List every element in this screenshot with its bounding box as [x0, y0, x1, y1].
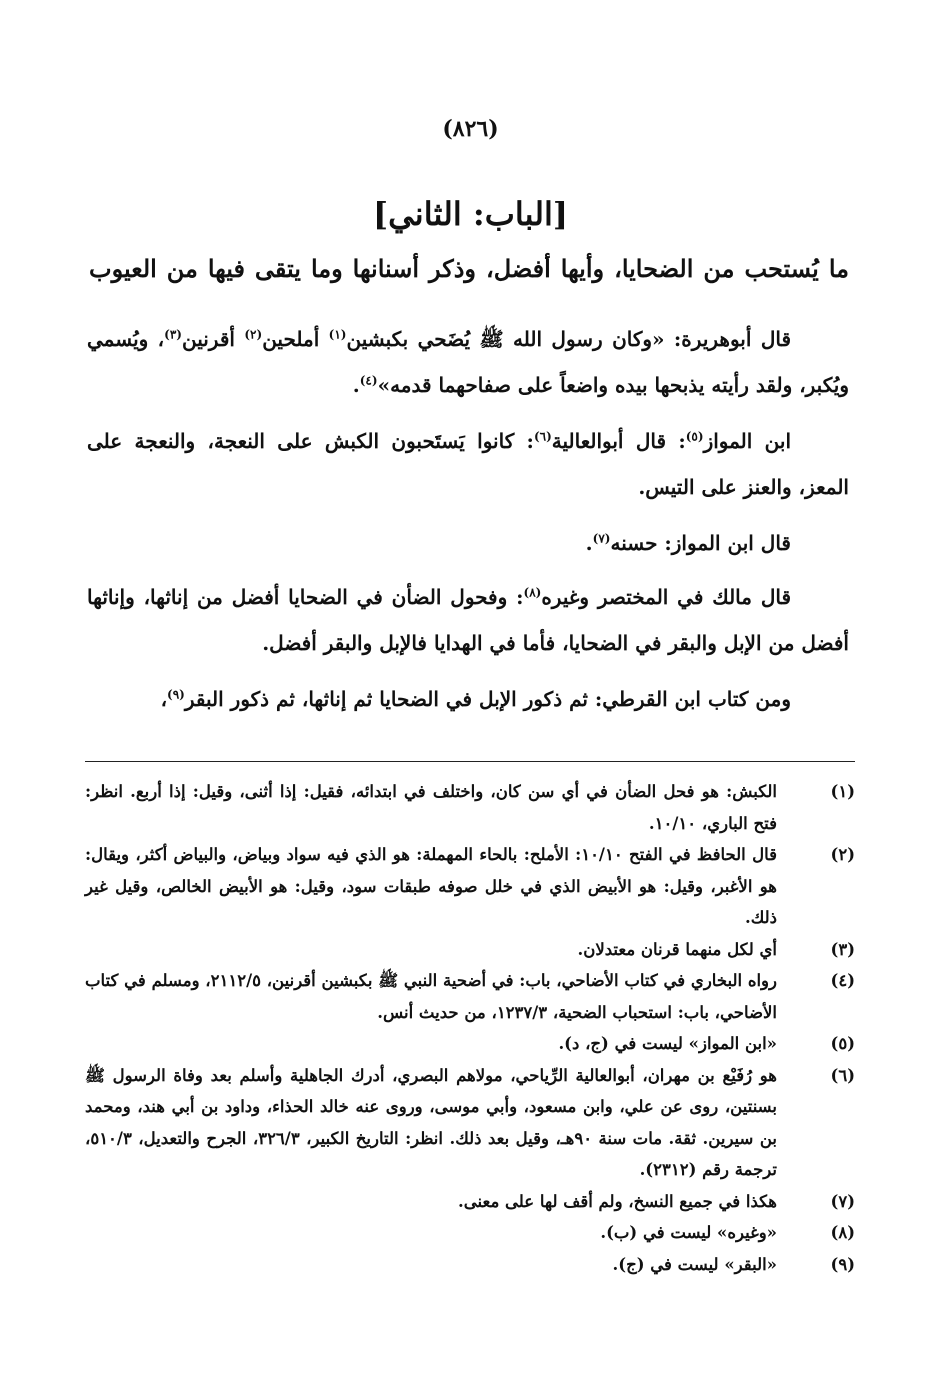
chapter-title: [الباب: الثاني]: [372, 195, 569, 233]
footnote-9: [85, 1249, 857, 1281]
footnote-number: (٩): [830, 1254, 855, 1274]
footnote-4: [85, 965, 857, 1028]
paragraph-text: ، ويُسمي ويُكبر، ولقد رأيته يذبحها بيده واضعاً على صفاحهما قدمه»: [87, 327, 849, 397]
paragraph-text: قال مالك في المختصر وغيره: [541, 585, 792, 609]
footnote-2: [85, 839, 857, 934]
paragraph-hasanahu: [87, 520, 849, 566]
footnote-text: قال الحافظ في الفتح ١٠/١٠: الأملح: بالحاء المهملة: هو الذي فيه سواد وبياض، والبياض أكثر، ويقال: هو الأغبر، وقيل: هو الأبيض الذي في خلل صوفه طبقات سود، وقيل: هو الأبيض الخالص، وقيل غير ذلك.: [85, 845, 777, 927]
footnote-ref-4: (٤): [359, 373, 378, 388]
paragraph-text: ومن كتاب ابن القرطي: ثم ذكور الإبل في الضحايا ثم إناثها، ثم ذكور البقر: [184, 687, 791, 711]
footnote-1: [85, 776, 857, 839]
footnote-ref-6: (٦): [533, 429, 552, 444]
footnote-separator: [85, 761, 855, 762]
paragraph-abu-hurayra: [87, 316, 849, 408]
paragraph-text: أملحين: [262, 327, 329, 351]
footnote-ref-7: (٧): [592, 531, 611, 546]
footnote-ref-9: (٩): [167, 687, 185, 702]
paragraph-ibn-al-mawaz: [87, 418, 849, 510]
footnote-number: (٥): [830, 1034, 855, 1053]
paragraph-text: : قال أبوالعالية: [551, 429, 686, 453]
paragraph-text: أقرنين: [181, 327, 245, 351]
paragraph-ibn-al-qurti: [87, 676, 849, 722]
footnote-text: «ابن المواز» ليست في (ج، د).: [558, 1034, 777, 1053]
chapter-subtitle: ما يُستحب من الضحايا، وأيها أفضل، وذكر أسنانها وما يتقى فيها من العيوب: [89, 254, 849, 283]
footnote-text: أي لكل منهما قرنان معتدلان.: [577, 939, 777, 959]
paragraph-text: : كانوا يَستَحبون الكبش على النعجة، والنعجة على المعز، والعنز على التيس.: [87, 429, 849, 499]
footnote-number: (٧): [830, 1191, 855, 1211]
footnote-number: (٤): [830, 971, 855, 990]
footnote-text: الكبش: هو فحل الضأن في أي سن كان، واختلف في ابتدائه، فقيل: إذا أثنى، وقيل: إذا أربع. انظر: فتح الباري، ١٠/١٠.: [85, 782, 777, 833]
paragraph-text: .: [352, 373, 360, 397]
footnote-8: [85, 1217, 857, 1249]
footnote-ref-8: (٨): [523, 585, 542, 600]
footnote-text: هو رُفَيْع بن مهران، أبوالعالية الرِّياحي، مولاهم البصري، أدرك الجاهلية وأسلم بعد وفاة الرسول ﷺ بسنتين، روى عن علي، وابن مسعود، وأبي موسى، وروى عنه خالد الحذاء، وداود بن أبي هند، ومحمد بن سيرين. ثقة. مات سنة ٩٠هـ، وقيل بعد ذلك. انظر: التاريخ الكبير، ٣٢٦/٣، الجرح والتعديل، ٥١٠/٣، ترجمة رقم (٢٣١٢).: [85, 1065, 777, 1179]
footnote-number: (٦): [830, 1065, 855, 1085]
footnote-5: [85, 1028, 857, 1060]
footnote-7: [85, 1186, 857, 1218]
footnote-6: [85, 1060, 857, 1186]
footnote-ref-2: (٢): [244, 327, 263, 342]
footnote-ref-1: (١): [328, 327, 347, 342]
footnote-ref-5: (٥): [685, 429, 704, 444]
paragraph-text: قال ابن المواز: حسنه: [610, 531, 791, 555]
paragraph-text: ابن المواز: [703, 429, 792, 453]
paragraph-text: ،: [160, 687, 168, 711]
footnote-text: «البقر» ليست في (ج).: [612, 1254, 777, 1274]
paragraph-malik: [87, 574, 849, 666]
footnote-number: (٨): [830, 1223, 855, 1242]
footnote-ref-3: (٣): [164, 327, 182, 342]
footnote-text: «وغيره» ليست في (ب).: [600, 1223, 777, 1242]
footnotes: [85, 776, 857, 1280]
footnote-number: (١): [830, 782, 855, 801]
page-number: (٨٢٦): [442, 116, 499, 142]
footnote-number: (٣): [830, 939, 855, 959]
footnote-number: (٢): [830, 845, 855, 864]
paragraph-text: .: [585, 531, 593, 555]
footnote-text: هكذا في جميع النسخ، ولم أقف لها على معنى.: [458, 1191, 777, 1211]
footnote-3: [85, 934, 857, 966]
paragraph-text: قال أبوهريرة: «وكان رسول الله ﷺ يُضَحي بكبشين: [346, 327, 792, 351]
footnote-text: رواه البخاري في كتاب الأضاحي، باب: في أضحية النبي ﷺ بكبشين أقرنين، ٢١١٢/٥، ومسلم في كتاب الأضاحي، باب: استحباب الضحية، ١٢٣٧/٣، من حديث أنس.: [85, 971, 777, 1022]
paragraph-text: : وفحول الضأن في الضحايا أفضل من إناثها، وإناثها أفضل من الإبل والبقر في الضحايا، فأما في الهدايا فالإبل والبقر أفضل.: [87, 585, 849, 655]
